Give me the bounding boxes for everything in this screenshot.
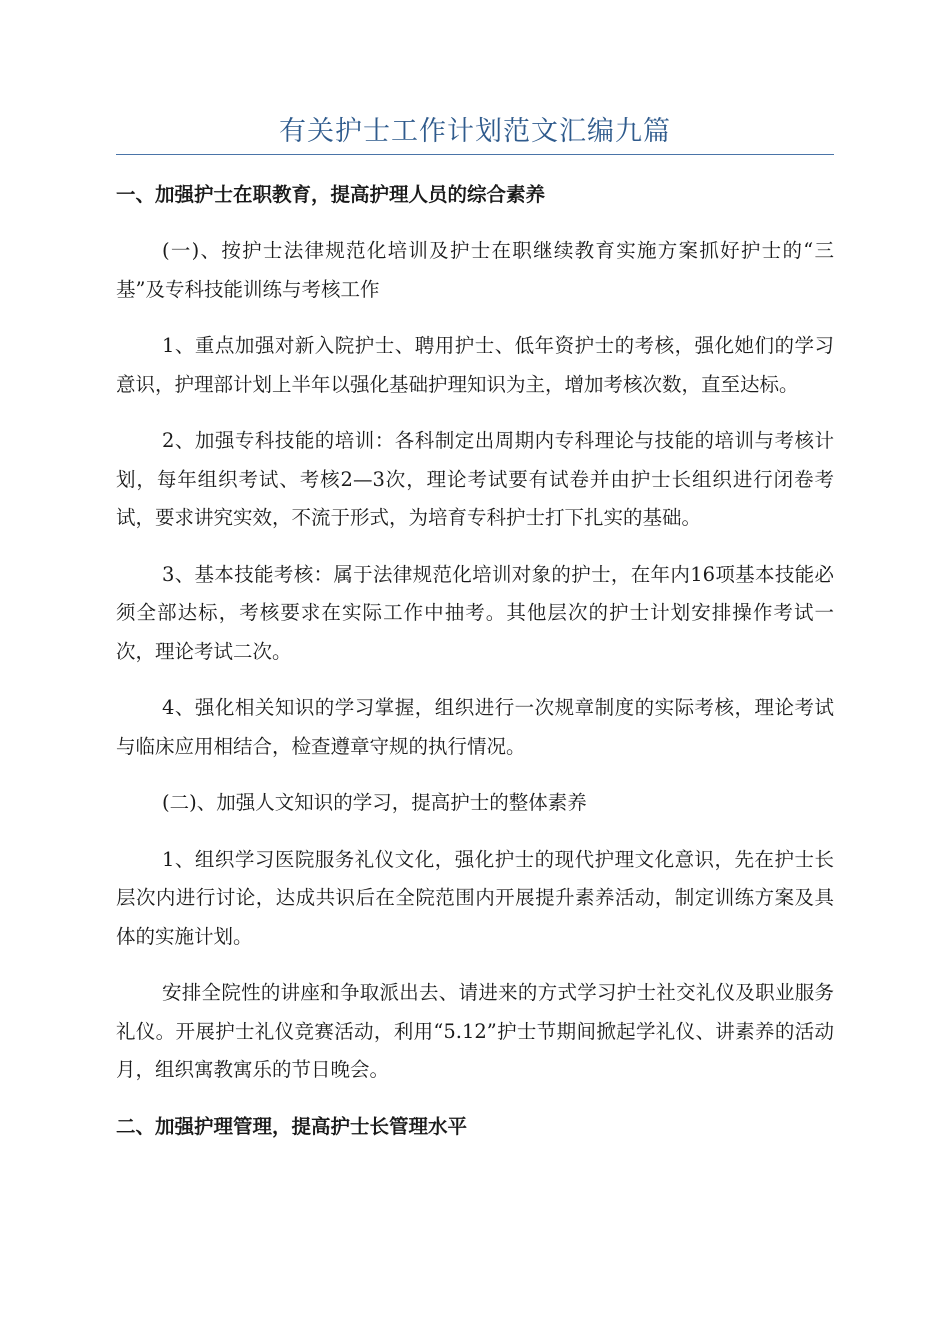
paragraph: 1、组织学习医院服务礼仪文化，强化护士的现代护理文化意识，先在护士长层次内进行讨论，达成共识后在全院范围内开展提升素养活动，制定训练方案及具体的实施计划。 xyxy=(116,847,834,948)
paragraph: 4、强化相关知识的学习掌握，组织进行一次规章制度的实际考核，理论考试与临床应用相结合，检查遵章守规的执行情况。 xyxy=(116,696,834,758)
paragraph: 3、基本技能考核：属于法律规范化培训对象的护士，在年内16项基本技能必须全部达标，考核要求在实际工作中抽考。其他层次的护士计划安排操作考试一次，理论考试二次。 xyxy=(116,562,834,663)
paragraph: 2、加强专科技能的培训：各科制定出周期内专科理论与技能的培训与考核计划，每年组织考试、考核2—3次，理论考试要有试卷并由护士长组织进行闭卷考试，要求讲究实效，不流于形式，为培育专科护士打下扎实的基础。 xyxy=(116,429,834,529)
document-title: 有关护士工作计划范文汇编九篇 xyxy=(279,116,671,147)
paragraph: 安排全院性的讲座和争取派出去、请进来的方式学习护士社交礼仪及职业服务礼仪。开展护士礼仪竞赛活动，利用“5.12”护士节期间掀起学礼仪、讲素养的活动月，组织寓教寓乐的节日晚会。 xyxy=(116,981,834,1081)
paragraph: (一)、按护士法律规范化培训及护士在职继续教育实施方案抓好护士的“三基”及专科技能训练与考核工作 xyxy=(116,239,834,301)
paragraph: (二)、加强人文知识的学习，提高护士的整体素养 xyxy=(162,791,587,814)
document-body xyxy=(116,176,834,1146)
section-heading-1: 一、加强护士在职教育，提高护理人员的综合素养 xyxy=(116,183,546,206)
paragraph: 1、重点加强对新入院护士、聘用护士、低年资护士的考核，强化她们的学习意识，护理部计划上半年以强化基础护理知识为主，增加考核次数，直至达标。 xyxy=(116,334,834,396)
title-underline xyxy=(116,154,834,155)
section-heading-2: 二、加强护理管理，提高护士长管理水平 xyxy=(116,1114,468,1138)
